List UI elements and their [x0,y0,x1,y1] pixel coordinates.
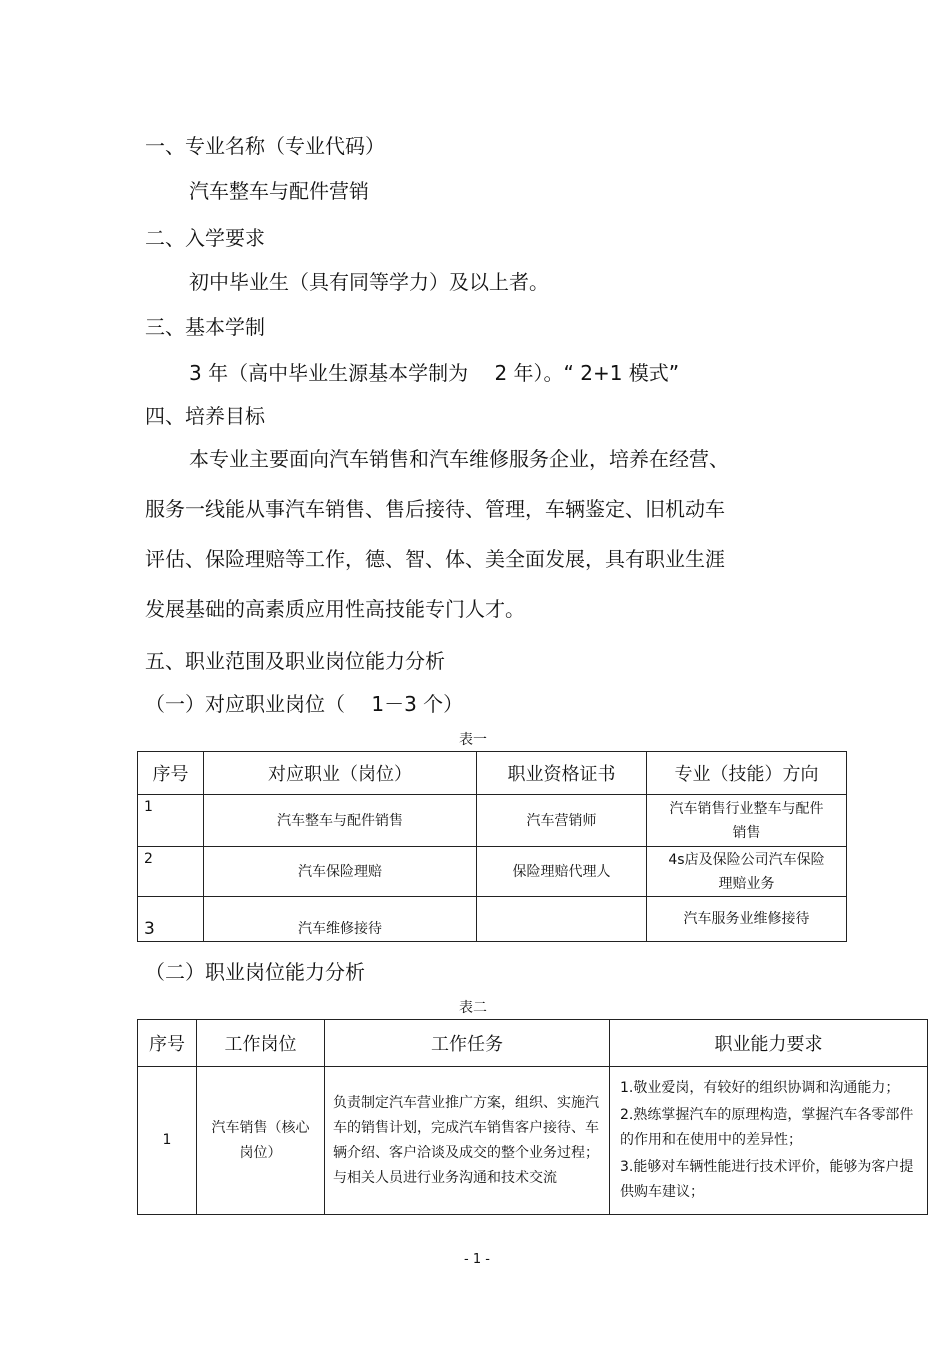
table-row [138,897,847,942]
ability-requirement: 1.敬业爱岗，有较好的组织协调和沟通能力； [620,1080,900,1096]
table-cell: 汽车保险理赔 [204,847,477,897]
row-number: 2 [138,847,204,897]
section-5-subtitle-1: （一）对应职业岗位（ 1－3 个） [145,692,464,716]
table-cell [610,1067,928,1215]
section-4-line: 服务一线能从事汽车销售、售后接待、管理，车辆鉴定、旧机动车 [145,497,725,521]
row-number: 1 [138,795,204,847]
table-cell: 汽车整车与配件销售 [204,795,477,847]
table-cell: 汽车销售行业整车与配件销售 [647,795,847,847]
table-cell: 保险理赔代理人 [477,847,647,897]
section-4-line: 本专业主要面向汽车销售和汽车维修服务企业，培养在经营、 [189,447,729,471]
table-2-caption: 表二 [459,1000,487,1016]
section-1-title: 一、专业名称（专业代码） [145,134,385,158]
section-4-title: 四、培养目标 [145,404,265,428]
table-header: 序号 [138,752,204,795]
table-cell: 负责制定汽车营业推广方案，组织、实施汽车的销售计划，完成汽车销售客户接待、车辆介绍、客户洽谈及成交的整个业务过程；与相关人员进行业务沟通和技术交流 [325,1067,610,1215]
ability-analysis-table [137,1019,928,1215]
section-4-line: 发展基础的高素质应用性高技能专门人才。 [145,597,525,621]
section-3-body: 3 年（高中毕业生源基本学制为 2 年）。“ 2+1 模式” [189,361,680,385]
ability-requirement: 3.能够对车辆性能进行技术评价，能够为客户提供购车建议； [620,1159,914,1200]
table-row [138,795,847,847]
table-cell: 汽车服务业维修接待 [647,897,847,942]
section-4-line: 评估、保险理赔等工作，德、智、体、美全面发展，具有职业生涯 [145,547,725,571]
table-cell: 4s店及保险公司汽车保险理赔业务 [647,847,847,897]
table-cell: 汽车营销师 [477,795,647,847]
table-header: 职业资格证书 [477,752,647,795]
table-cell: 汽车销售（核心岗位） [197,1067,325,1215]
job-position-table [137,751,847,942]
section-5-subtitle-2: （二）职业岗位能力分析 [145,960,365,984]
table-header: 序号 [138,1020,197,1067]
row-number: 1 [138,1067,197,1215]
table-header: 对应职业（岗位） [204,752,477,795]
table-1-caption: 表一 [459,732,487,748]
page-number: - 1 - [464,1252,490,1267]
section-5-title: 五、职业范围及职业岗位能力分析 [145,649,445,673]
row-number: 3 [138,897,204,942]
table-header-row [138,1020,928,1067]
section-2-title: 二、入学要求 [145,226,265,250]
ability-requirement: 2.熟练掌握汽车的原理构造，掌握汽车各零部件的作用和在使用中的差异性； [620,1107,914,1148]
table-row [138,847,847,897]
table-cell [477,897,647,942]
section-2-body: 初中毕业生（具有同等学力）及以上者。 [189,270,549,294]
table-row [138,1067,928,1215]
table-header: 工作任务 [325,1020,610,1067]
table-header-row [138,752,847,795]
section-3-title: 三、基本学制 [145,315,265,339]
table-header: 职业能力要求 [610,1020,928,1067]
table-header: 工作岗位 [197,1020,325,1067]
table-header: 专业（技能）方向 [647,752,847,795]
table-cell: 汽车维修接待 [204,897,477,942]
section-1-body: 汽车整车与配件营销 [189,179,369,203]
